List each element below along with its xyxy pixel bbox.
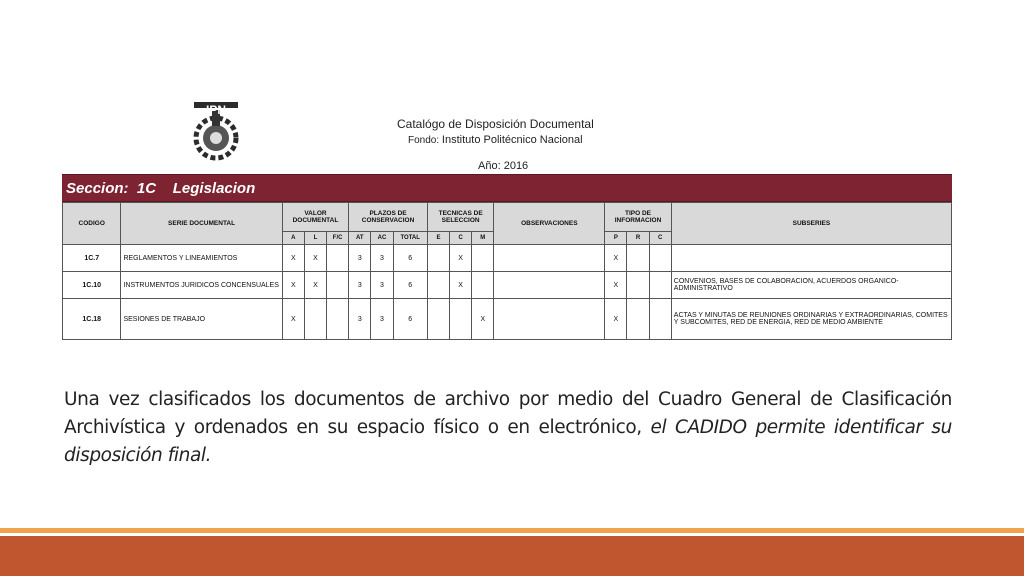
row-l: X	[304, 272, 326, 299]
header-observaciones: OBSERVACIONES	[494, 203, 605, 245]
section-name: Legislacion	[172, 180, 256, 197]
row-at: 3	[349, 299, 371, 340]
catalog-table	[62, 202, 952, 340]
subheader-at: AT	[349, 232, 371, 245]
row-m	[472, 245, 494, 272]
header-plazos: PLAZOS DE CONSERVACION	[349, 203, 428, 232]
row-l	[304, 299, 326, 340]
row-p: X	[605, 299, 627, 340]
row-obs	[494, 272, 605, 299]
paragraph-italic: el CADIDO permite identificar su disposición final.	[64, 417, 952, 466]
row-e	[427, 299, 449, 340]
section-banner	[62, 174, 952, 202]
row-e	[427, 272, 449, 299]
header-valor: VALOR DOCUMENTAL	[282, 203, 349, 232]
section-code: 1C	[136, 180, 157, 197]
row-total: 6	[393, 272, 427, 299]
row-ac: 3	[371, 299, 393, 340]
row-fc	[327, 299, 349, 340]
paragraph-normal: Una vez clasificados los documentos de archivo por medio del Cuadro General de Clasificación Archivística y ordenados en su espacio físico o en electrónico,	[64, 389, 952, 438]
row-subseries	[671, 245, 951, 272]
row-c: X	[450, 245, 472, 272]
row-obs	[494, 299, 605, 340]
row-r	[627, 299, 649, 340]
table-row	[63, 245, 952, 272]
subheader-e: E	[427, 232, 449, 245]
description-paragraph	[64, 386, 952, 470]
row-code: 1C.18	[63, 299, 121, 340]
row-at: 3	[349, 272, 371, 299]
row-e	[427, 245, 449, 272]
subheader-fc: F/C	[327, 232, 349, 245]
header-codigo: CODIGO	[63, 203, 121, 245]
row-obs	[494, 245, 605, 272]
subheader-p: P	[605, 232, 627, 245]
row-at: 3	[349, 245, 371, 272]
section-label: Seccion:	[66, 180, 129, 197]
subheader-a: A	[282, 232, 304, 245]
row-r	[627, 272, 649, 299]
row-c2	[649, 245, 671, 272]
subheader-c2: C	[649, 232, 671, 245]
row-subseries: ACTAS Y MINUTAS DE REUNIONES ORDINARIAS Y EXTRAORDINARIAS, COMITES Y SUBCOMITES, RED DE ENERGIA, RED DE MEDIO AMBIENTE	[671, 299, 951, 340]
row-c2	[649, 272, 671, 299]
table-row	[63, 272, 952, 299]
row-r	[627, 245, 649, 272]
subheader-l: L	[304, 232, 326, 245]
row-total: 6	[393, 245, 427, 272]
row-c2	[649, 299, 671, 340]
row-c	[450, 299, 472, 340]
subheader-total: TOTAL	[393, 232, 427, 245]
row-serie: REGLAMENTOS Y LINEAMIENTOS	[121, 245, 282, 272]
header-subseries: SUBSERIES	[671, 203, 951, 245]
row-p: X	[605, 272, 627, 299]
ipn-logo	[190, 100, 242, 164]
year-value: 2016	[503, 160, 529, 172]
subheader-ac: AC	[371, 232, 393, 245]
row-a: X	[282, 245, 304, 272]
row-ac: 3	[371, 245, 393, 272]
row-p: X	[605, 245, 627, 272]
subheader-c: C	[450, 232, 472, 245]
year-line	[478, 160, 528, 172]
row-fc	[327, 245, 349, 272]
row-total: 6	[393, 299, 427, 340]
row-ac: 3	[371, 272, 393, 299]
row-fc	[327, 272, 349, 299]
svg-text:IPN: IPN	[205, 103, 227, 117]
header-tecnicas: TECNICAS DE SELECCION	[427, 203, 494, 232]
row-m	[472, 272, 494, 299]
row-c: X	[450, 272, 472, 299]
header-serie: SERIE DOCUMENTAL	[121, 203, 282, 245]
row-code: 1C.10	[63, 272, 121, 299]
row-subseries: CONVENIOS, BASES DE COLABORACION, ACUERDOS ORGANICO-ADMINISTRATIVO	[671, 272, 951, 299]
subheader-r: R	[627, 232, 649, 245]
fondo-line	[408, 134, 583, 146]
row-m: X	[472, 299, 494, 340]
row-serie: SESIONES DE TRABAJO	[121, 299, 282, 340]
row-serie: INSTRUMENTOS JURIDICOS CONCENSUALES	[121, 272, 282, 299]
footer-bar	[0, 536, 1024, 576]
header-tipo: TIPO DE INFORMACION	[605, 203, 672, 232]
row-l: X	[304, 245, 326, 272]
fondo-label: Fondo:	[408, 135, 440, 146]
row-code: 1C.7	[63, 245, 121, 272]
footer-accent-bar	[0, 528, 1024, 533]
row-a: X	[282, 299, 304, 340]
catalog-title: Catalógo de Disposición Documental	[397, 117, 594, 131]
fondo-value: Instituto Politécnico Nacional	[441, 134, 583, 146]
table-row	[63, 299, 952, 340]
row-a: X	[282, 272, 304, 299]
year-label: Año:	[478, 160, 501, 172]
subheader-m: M	[472, 232, 494, 245]
